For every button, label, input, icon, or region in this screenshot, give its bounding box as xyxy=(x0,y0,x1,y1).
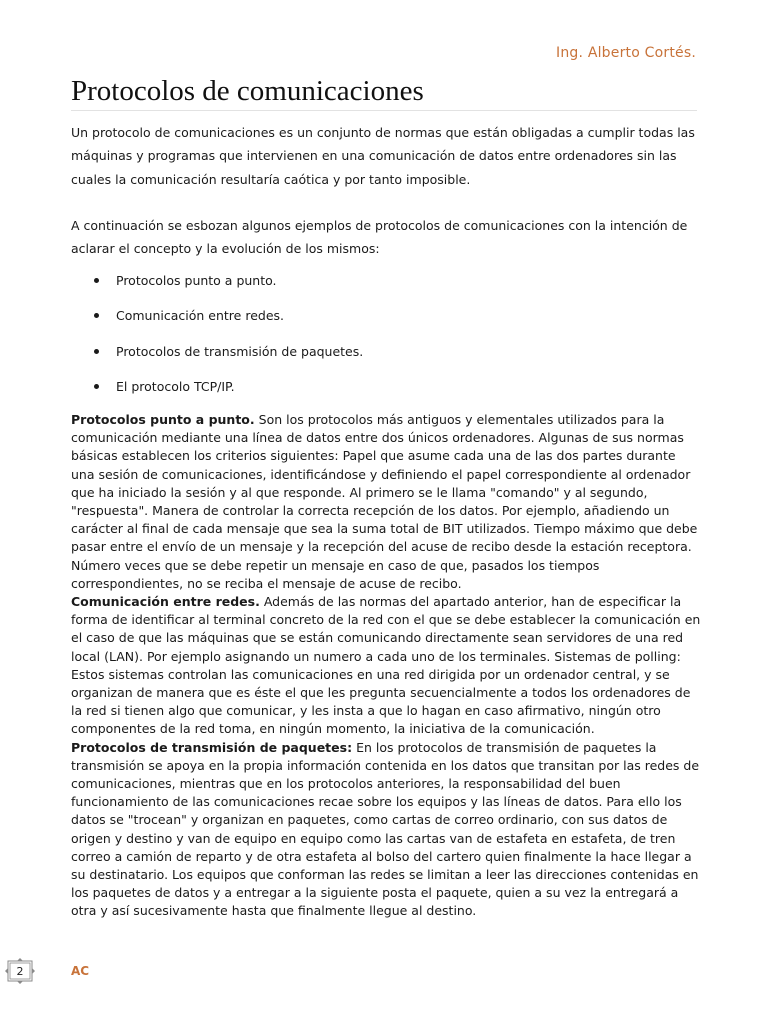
section-heading: Protocolos punto a punto. xyxy=(71,412,255,427)
section-networks xyxy=(71,593,703,739)
page-title: Protocolos de comunicaciones xyxy=(71,74,697,111)
intro-paragraph-2: A continuación se esbozan algunos ejemplos de protocolos de comunicaciones con la intención de aclarar el concepto y la evolución de los mismos: xyxy=(71,218,688,257)
section-text: Son los protocolos más antiguos y elementales utilizados para la comunicación mediante una línea de datos entre dos únicos ordenadores. Algunas de sus normas básicas establecen los criterios siguientes: Papel que asume cada una de las dos partes durante una sesión de comunicaciones, identificándose y definiendo el papel correspondiente al ordenador que ha iniciado la sesión y al que responde. Al primero se le llama "comando" y al segundo, "respuesta". Manera de controlar la correcta recepción de los datos. Por ejemplo, añadiendo un carácter al final de cada mensaje que sea la suma total de BIT utilizados. Tiempo máximo que debe pasar entre el envío de un mensaje y la recepción del acuse de recibo desde la estación receptora. Número veces que se debe repetir un mensaje en caso de que, pasados los tiempos correspondientes, no se reciba el mensaje de acuse de recibo. xyxy=(71,412,698,591)
section-packets xyxy=(71,739,703,921)
bullet-icon xyxy=(94,384,99,389)
list-item: Protocolos de transmisión de paquetes. xyxy=(94,342,363,377)
page-number-badge xyxy=(4,958,36,984)
section-text: En los protocolos de transmisión de paquetes la transmisión se apoya en la propia información contenida en los datos que transitan por las redes de comunicaciones, mientras que en los protocolos anteriores, la responsabilidad del buen funcionamiento de las comunicaciones recae sobre los equipos y las líneas de datos. Para ello los datos se "trocean" y organizan en paquetes, como cartas de correo ordinario, con sus datos de origen y destino y van de equipo en equipo como las cartas van de estafeta en estafeta, de tren correo a camión de reparto y de otra estafeta al bolso del cartero quien finalmente la hace llegar a su destinatario. Los equipos que conforman las redes se limitan a leer las direcciones contenidas en los paquetes de datos y a entregar a la siguiente posta el paquete, quien a su vez la entregará a otra y así sucesivamente hasta que finalmente llegue al destino. xyxy=(71,739,700,919)
list-item: Protocolos punto a punto. xyxy=(94,271,363,306)
bullet-icon xyxy=(94,349,99,354)
list-item: El protocolo TCP/IP. xyxy=(94,377,363,412)
bullet-icon xyxy=(94,313,99,318)
author-name: Ing. Alberto Cortés. xyxy=(556,45,696,61)
section-heading: Comunicación entre redes. xyxy=(71,594,260,610)
section-heading: Protocolos de transmisión de paquetes: xyxy=(71,739,353,755)
page-number: 2 xyxy=(16,964,24,978)
intro-paragraph: Un protocolo de comunicaciones es un conjunto de normas que están obligadas a cumplir todas las máquinas y programas que intervienen en una comunicación de datos entre ordenadores sin las cuales la comunicación resultaría caótica y por tanto imposible. xyxy=(71,125,695,187)
section-point-to-point xyxy=(71,411,703,593)
protocol-list xyxy=(94,271,363,412)
bullet-icon xyxy=(94,278,99,283)
section-text: Además de las normas del apartado anterior, han de especificar la forma de identificar al terminal concreto de la red con el que se debe establecer la comunicación en el caso de que las máquinas que se están comunicando directamente sean servidores de una red local (LAN). Por ejemplo asignando un numero a cada uno de los terminales. Sistemas de polling: Estos sistemas controlan las comunicaciones en una red dirigida por un ordenador central, y se organizan de manera que es éste el que les pregunta secuencialmente a todos los ordenadores de la red si tienen algo que comunicar, y les insta a que lo hagan en caso afirmativo, ningún otro componentes de la red toma, en ningún momento, la iniciativa de la comunicación. xyxy=(71,594,701,737)
footer-initials: AC xyxy=(71,964,90,978)
body-sections xyxy=(71,411,703,921)
list-item: Comunicación entre redes. xyxy=(94,306,363,341)
